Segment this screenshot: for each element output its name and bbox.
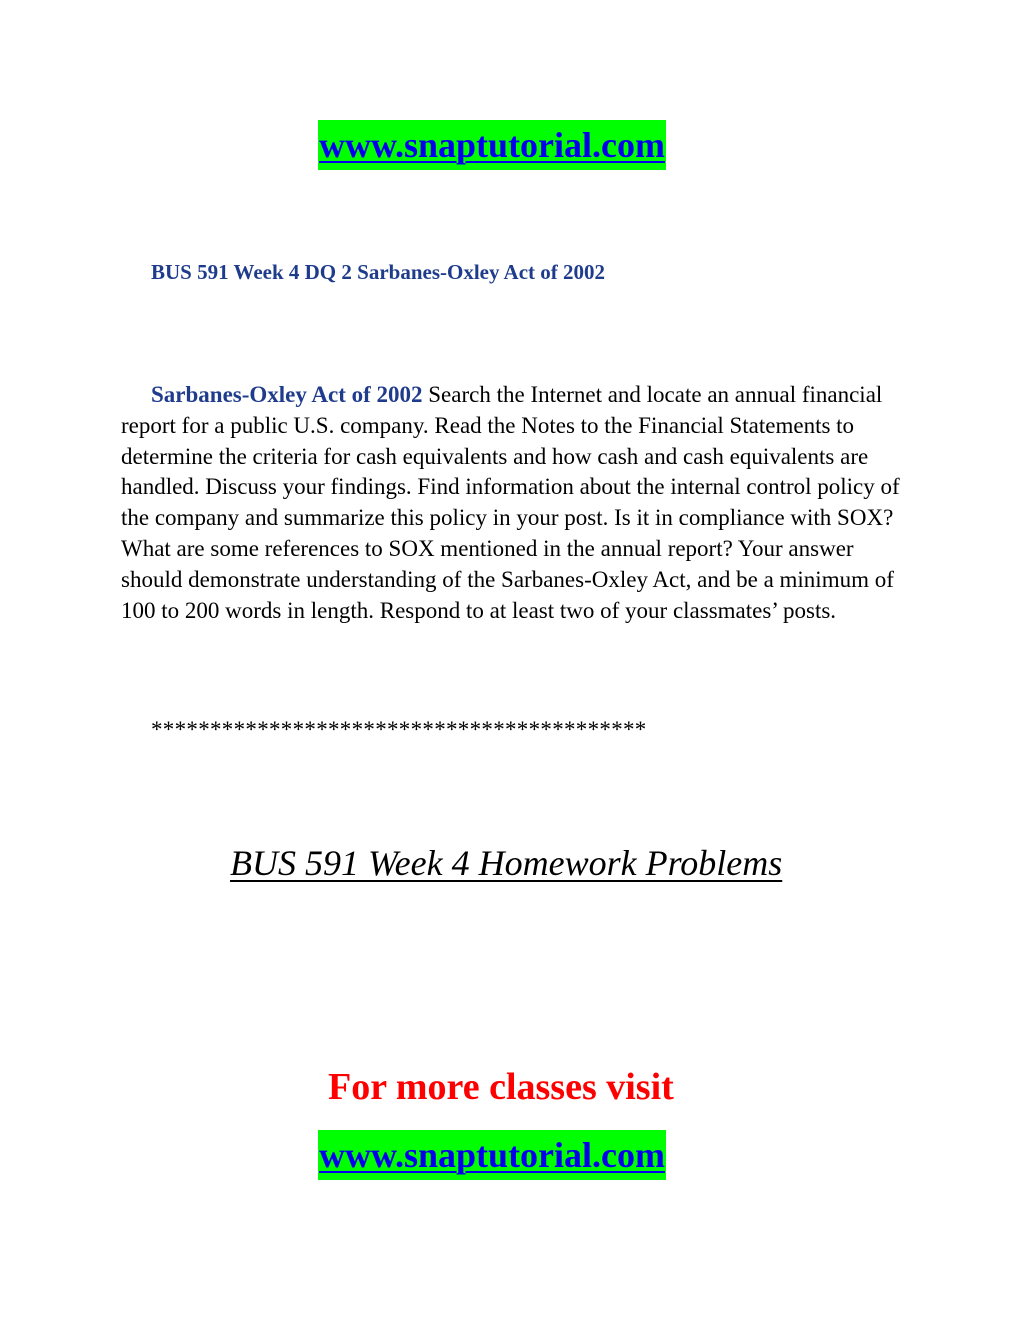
more-classes-heading: For more classes visit — [328, 1066, 674, 1108]
snaptutorial-link-bottom[interactable]: www.snaptutorial.com — [318, 1130, 666, 1180]
snaptutorial-link-top[interactable]: www.snaptutorial.com — [318, 120, 666, 170]
assignment-lead-title: Sarbanes-Oxley Act of 2002 — [151, 382, 423, 407]
asterisk-separator: ****************************************** — [151, 717, 647, 742]
assignment-body-text: Search the Internet and locate an annual financial report for a public U.S. company. Read the Notes to the Financial Statements to determine the criteria for cash equivalents and how cash and cash equivalents are handled. Discuss your findings. Find information about the internal control policy of the company and summarize this policy in your post. Is it in compliance with SOX? What are some references to SOX mentioned in the annual report? Your answer should demonstrate understanding of the Sarbanes-Oxley Act, and be a minimum of 100 to 200 words in length. Respond to at least two of your classmates’ posts. — [121, 382, 900, 623]
homework-title[interactable]: BUS 591 Week 4 Homework Problems — [230, 843, 783, 883]
assignment-description — [121, 380, 911, 626]
dq-heading: BUS 591 Week 4 DQ 2 Sarbanes-Oxley Act of 2002 — [151, 260, 606, 284]
